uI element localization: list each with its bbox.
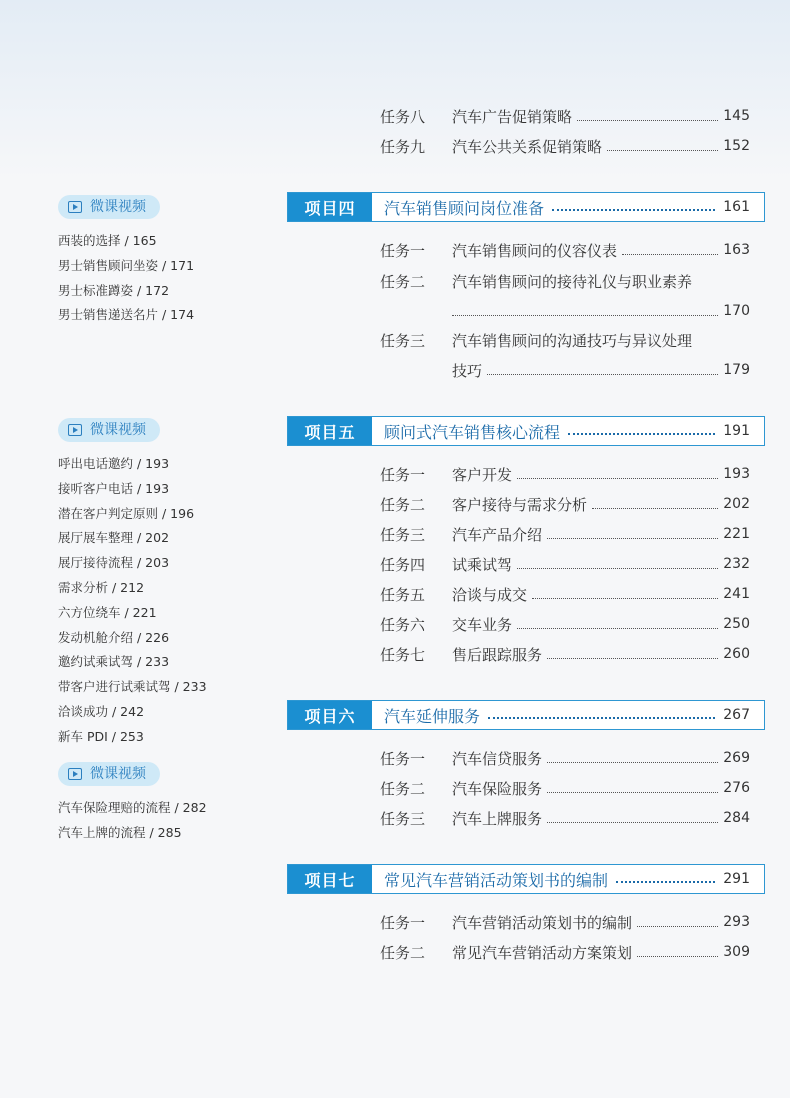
micro-video-tag: 微课视频 bbox=[58, 418, 160, 442]
dot-leader bbox=[547, 822, 718, 823]
toc-task-continuation[interactable]: 技巧 179 bbox=[452, 361, 750, 380]
dot-leader bbox=[517, 568, 718, 569]
toc-project-4[interactable]: 项目四 汽车销售顾问岗位准备 161 bbox=[287, 192, 765, 222]
toc-task[interactable]: 任务七 售后跟踪服务 260 bbox=[380, 645, 750, 664]
toc-task[interactable]: 任务三 汽车销售顾问的沟通技巧与异议处理 bbox=[380, 331, 693, 350]
video-item[interactable]: 展厅展车整理 / 202 bbox=[58, 530, 170, 546]
toc-task[interactable]: 任务二 客户接待与需求分析 202 bbox=[380, 495, 750, 514]
dot-leader bbox=[547, 658, 718, 659]
toc-task-continuation[interactable]: 170 bbox=[452, 298, 750, 324]
dot-leader bbox=[547, 762, 718, 763]
toc-task[interactable]: 任务三 汽车上牌服务 284 bbox=[380, 809, 750, 828]
video-item[interactable]: 发动机舱介绍 / 226 bbox=[58, 629, 170, 645]
toc-task[interactable]: 任务一 汽车信贷服务 269 bbox=[380, 749, 750, 768]
dot-leader bbox=[622, 254, 718, 255]
micro-video-group-3 bbox=[58, 762, 207, 846]
toc-task[interactable]: 任务六 交车业务 250 bbox=[380, 615, 750, 634]
toc-task[interactable]: 任务一 汽车营销活动策划书的编制 293 bbox=[380, 913, 750, 932]
dot-leader bbox=[532, 598, 718, 599]
dot-leader bbox=[637, 956, 718, 957]
toc-task[interactable]: 任务五 洽谈与成交 241 bbox=[380, 585, 750, 604]
toc-task[interactable]: 任务三 汽车产品介绍 221 bbox=[380, 525, 750, 544]
dot-leader bbox=[517, 628, 718, 629]
video-item[interactable]: 呼出电话邀约 / 193 bbox=[58, 456, 170, 471]
toc-task[interactable]: 任务二 汽车保险服务 276 bbox=[380, 779, 750, 798]
play-icon bbox=[68, 768, 82, 780]
dot-leader bbox=[452, 315, 718, 316]
micro-video-group-2 bbox=[58, 418, 207, 750]
dot-leader bbox=[577, 120, 718, 121]
video-item[interactable]: 汽车上牌的流程 / 285 bbox=[58, 824, 182, 840]
micro-video-group-1 bbox=[58, 195, 194, 328]
video-item[interactable]: 男士销售递送名片 / 174 bbox=[58, 307, 195, 323]
video-item[interactable]: 汽车保险理赔的流程 / 282 bbox=[58, 800, 207, 815]
toc-task[interactable]: 任务一 汽车销售顾问的仪容仪表 163 bbox=[380, 241, 750, 260]
dot-leader bbox=[552, 209, 715, 211]
dot-leader bbox=[592, 508, 718, 509]
toc-task[interactable]: 任务一 客户开发 193 bbox=[380, 465, 750, 484]
dot-leader bbox=[547, 792, 718, 793]
video-item[interactable]: 邀约试乘试驾 / 233 bbox=[58, 654, 170, 670]
dot-leader bbox=[568, 433, 715, 435]
micro-video-tag: 微课视频 bbox=[58, 762, 160, 786]
dot-leader bbox=[487, 374, 718, 375]
video-item[interactable]: 潜在客户判定原则 / 196 bbox=[58, 505, 195, 521]
play-icon bbox=[68, 201, 82, 213]
dot-leader bbox=[547, 538, 718, 539]
video-item[interactable]: 男士销售顾问坐姿 / 171 bbox=[58, 257, 195, 273]
video-item[interactable]: 需求分析 / 212 bbox=[58, 579, 145, 595]
toc-task[interactable]: 任务四 试乘试驾 232 bbox=[380, 555, 750, 574]
dot-leader bbox=[517, 478, 718, 479]
toc-task[interactable]: 任务九 汽车公共关系促销策略 152 bbox=[380, 137, 750, 156]
video-item[interactable]: 展厅接待流程 / 203 bbox=[58, 555, 170, 571]
dot-leader bbox=[488, 717, 715, 719]
toc-task[interactable]: 任务二 汽车销售顾问的接待礼仪与职业素养 bbox=[380, 272, 693, 291]
dot-leader bbox=[637, 926, 718, 927]
video-item[interactable]: 六方位绕车 / 221 bbox=[58, 604, 157, 620]
dot-leader bbox=[607, 150, 718, 151]
toc-project-7[interactable]: 项目七 常见汽车营销活动策划书的编制 291 bbox=[287, 864, 765, 894]
toc-task[interactable]: 任务八 汽车广告促销策略 145 bbox=[380, 107, 750, 126]
play-icon bbox=[68, 424, 82, 436]
toc-project-5[interactable]: 项目五 顾问式汽车销售核心流程 191 bbox=[287, 416, 765, 446]
micro-video-tag: 微课视频 bbox=[58, 195, 160, 219]
video-item[interactable]: 新车 PDI / 253 bbox=[58, 728, 144, 744]
toc-project-6[interactable]: 项目六 汽车延伸服务 267 bbox=[287, 700, 765, 730]
video-item[interactable]: 接听客户电话 / 193 bbox=[58, 480, 170, 496]
dot-leader bbox=[616, 881, 715, 883]
toc-task[interactable]: 任务二 常见汽车营销活动方案策划 309 bbox=[380, 943, 750, 962]
video-item[interactable]: 带客户进行试乘试驾 / 233 bbox=[58, 679, 207, 695]
video-item[interactable]: 男士标准蹲姿 / 172 bbox=[58, 282, 170, 298]
video-item[interactable]: 洽谈成功 / 242 bbox=[58, 703, 145, 719]
video-item[interactable]: 西装的选择 / 165 bbox=[58, 233, 157, 248]
